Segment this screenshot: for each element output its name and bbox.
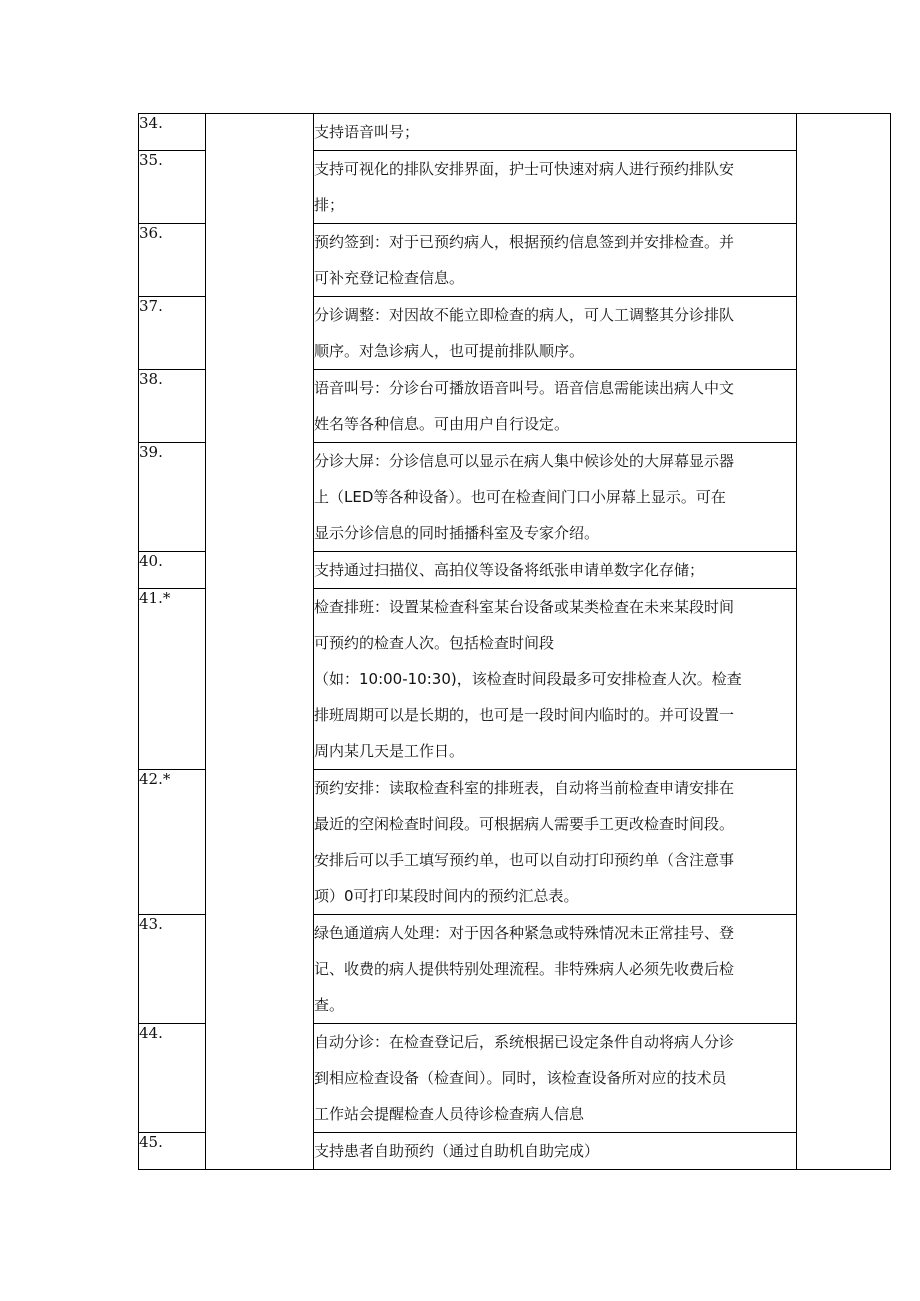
requirement-description	[314, 297, 797, 370]
description-line: 姓名等各种信息。可由用户自行设定。	[314, 415, 570, 433]
description-line: 预约签到：对于已预约病人，根据预约信息签到并安排检查。并	[314, 233, 735, 251]
requirement-description	[314, 443, 797, 552]
item-number: 40.	[139, 552, 206, 589]
description-line: 顺序。对急诊病人，也可提前排队顺序。	[314, 342, 585, 360]
description-line: 安排后可以手工填写预约单，也可以自动打印预约单（含注意事	[314, 851, 735, 869]
requirement-description	[314, 915, 797, 1024]
description-line: 记、收费的病人提供特别处理流程。非特殊病人必须先收费后检	[314, 960, 735, 978]
description-line: 语音叫号：分诊台可播放语音叫号。语音信息需能读出病人中文	[314, 379, 735, 397]
table-row	[139, 114, 891, 151]
description-line: 支持语音叫号；	[314, 123, 420, 141]
category-cell	[206, 114, 314, 1170]
requirement-description	[314, 224, 797, 297]
description-line: 周内某几天是工作日。	[314, 742, 465, 760]
description-line: 可补充登记检查信息。	[314, 269, 465, 287]
item-number: 36.	[139, 224, 206, 297]
description-line: 上（LED等各种设备）。也可在检查间门口小屏幕上显示。可在	[314, 488, 726, 506]
item-number: 42.*	[139, 770, 206, 915]
requirement-description	[314, 370, 797, 443]
description-line: 项）0可打印某段时间内的预约汇总表。	[314, 887, 579, 905]
description-line: 分诊大屏：分诊信息可以显示在病人集中候诊处的大屏幕显示器	[314, 452, 735, 470]
description-line: 分诊调整：对因故不能立即检查的病人，可人工调整其分诊排队	[314, 306, 735, 324]
item-number: 37.	[139, 297, 206, 370]
description-line: 最近的空闲检查时间段。可根据病人需要手工更改检查时间段。	[314, 815, 735, 833]
requirement-description	[314, 552, 797, 589]
requirement-description	[314, 1024, 797, 1133]
requirement-description	[314, 770, 797, 915]
item-number: 41.*	[139, 589, 206, 770]
requirement-description	[314, 114, 797, 151]
description-line: 支持患者自助预约（通过自助机自助完成）	[314, 1142, 600, 1160]
item-number: 38.	[139, 370, 206, 443]
requirement-description	[314, 589, 797, 770]
description-line: 工作站会提醒检查人员待诊检查病人信息	[314, 1105, 585, 1123]
description-line: 查。	[314, 996, 345, 1014]
requirement-description	[314, 151, 797, 224]
description-line: 排；	[314, 196, 345, 214]
item-number: 39.	[139, 443, 206, 552]
remarks-cell	[797, 114, 891, 1170]
description-line: 预约安排：读取检查科室的排班表，自动将当前检查申请安排在	[314, 779, 735, 797]
item-number: 45.	[139, 1133, 206, 1170]
description-line: 检查排班：设置某检查科室某台设备或某类检查在未来某段时间	[314, 598, 735, 616]
item-number: 43.	[139, 915, 206, 1024]
description-line: 支持可视化的排队安排界面，护士可快速对病人进行预约排队安	[314, 160, 735, 178]
description-line: （如：10:00-10:30)，该检查时间段最多可安排检查人次。检查	[314, 670, 742, 688]
requirements-table	[138, 113, 891, 1170]
requirement-description	[314, 1133, 797, 1170]
description-line: 可预约的检查人次。包括检查时间段	[314, 634, 555, 652]
description-line: 支持通过扫描仪、高拍仪等设备将纸张申请单数字化存储；	[314, 561, 705, 579]
description-line: 显示分诊信息的同时插播科室及专家介绍。	[314, 524, 600, 542]
item-number: 35.	[139, 151, 206, 224]
description-line: 自动分诊：在检查登记后，系统根据已设定条件自动将病人分诊	[314, 1033, 735, 1051]
item-number: 44.	[139, 1024, 206, 1133]
description-line: 到相应检查设备（检查间）。同时，该检查设备所对应的技术员	[314, 1069, 727, 1087]
item-number: 34.	[139, 114, 206, 151]
requirements-table-body	[139, 114, 891, 1170]
description-line: 绿色通道病人处理：对于因各种紧急或特殊情况未正常挂号、登	[314, 924, 735, 942]
description-line: 排班周期可以是长期的，也可是一段时间内临时的。并可设置一	[314, 706, 735, 724]
